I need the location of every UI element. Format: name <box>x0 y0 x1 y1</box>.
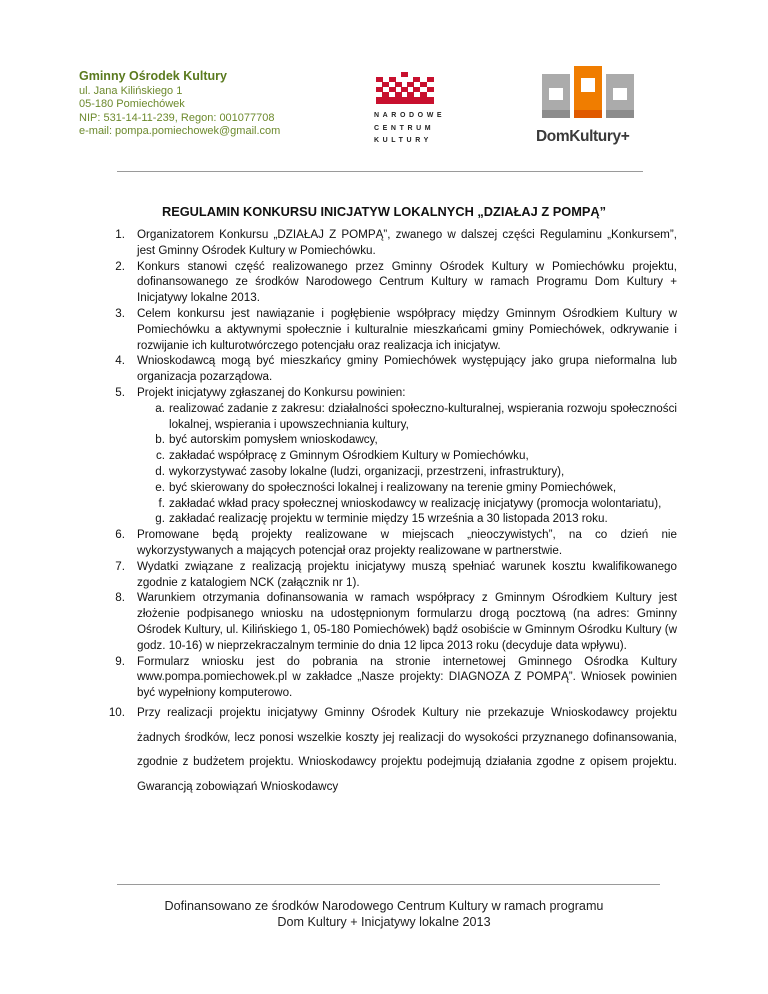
subitem-text: być skierowany do społeczności lokalnej i realizowany na terenie gminy Pomiechówek, <box>169 480 617 494</box>
footer-line-1: Dofinansowano ze środków Narodowego Centrum Kultury w ramach programu <box>164 899 604 913</box>
list-item <box>97 353 677 385</box>
subitem-letter: d. <box>155 464 165 478</box>
item-number: 4. <box>115 354 125 368</box>
org-address-street: ul. Jana Kilińskiego 1 <box>79 85 183 97</box>
regulations-list-continued <box>97 527 677 799</box>
org-tax-ids: NIP: 531-14-11-239, Regon: 001077708 <box>79 111 275 124</box>
sublist-item <box>97 464 677 480</box>
subitem-text: zakładać realizację projektu w terminie między 15 września a 30 listopada 2013 roku. <box>169 512 608 526</box>
organization-header <box>79 68 280 138</box>
item-number: 10. <box>108 705 125 719</box>
item-number: 2. <box>115 259 125 273</box>
item-text: Projekt inicjatywy zgłaszanej do Konkursu powinien: <box>137 385 406 399</box>
sublist-item <box>97 511 677 527</box>
list-item <box>97 385 677 401</box>
list-item <box>97 701 677 799</box>
subitem-letter: c. <box>155 449 165 463</box>
item-text: Wydatki związane z realizacją projektu inicjatywy muszą spełniać warunek kosztu kwalifikowanego zgodnie z katalogiem NCK (załącznik nr 1). <box>137 559 677 589</box>
sublist-item <box>97 432 677 448</box>
subitem-letter: g. <box>155 512 165 526</box>
dom-kultury-logo <box>536 66 640 146</box>
item-number: 6. <box>115 528 125 542</box>
header-divider <box>117 171 643 172</box>
subitem-text: zakładać wkład pracy społecznej wnioskodawcy w realizację inicjatywy (promocja wolontariatu), <box>169 496 662 510</box>
nck-line-1: NARODOWE <box>374 112 446 119</box>
subitem-letter: b. <box>155 433 165 447</box>
nck-logo-text <box>374 110 444 148</box>
item-number: 5. <box>115 385 125 399</box>
item-text: Celem konkursu jest nawiązanie i pogłębienie współpracy między Gminnym Ośrodkiem Kultury w Pomiechówku a aktywnymi społecznie i kulturalnie mieszkańcami gminy Pomiechówek, odkrywanie i rozwijanie ich kulturotwórczego potencjału oraz realizacja ich inicjatyw. <box>137 306 677 352</box>
requirements-sublist <box>97 401 677 527</box>
subitem-letter: f. <box>158 496 165 510</box>
item-number: 8. <box>115 591 125 605</box>
subitem-text: być autorskim pomysłem wnioskodawcy, <box>169 433 378 447</box>
footer-divider <box>117 884 660 885</box>
sublist-item <box>97 496 677 512</box>
item-text: Formularz wniosku jest do pobrania na stronie internetowej Gminnego Ośrodka Kultury www.pompa.pomiechowek.pl w zakładce „Nasze projekty: DIAGNOZA Z POMPĄ”. Wniosek powinien być wypełniony komputerowo. <box>137 654 677 700</box>
item-text: Promowane będą projekty realizowane w miejscach „nieoczywistych”, na co dzień nie wykorzystywanych a mających potencjał oraz projekty realizowane w partnerstwie. <box>137 528 677 557</box>
document-title: REGULAMIN KONKURSU INICJATYW LOKALNYCH „DZIAŁAJ Z POMPĄ” <box>161 204 607 219</box>
subitem-letter: a. <box>155 401 165 415</box>
list-item <box>97 559 677 591</box>
item-text: Konkurs stanowi część realizowanego przez Gminny Ośrodek Kultury w Pomiechówku projektu, dofinansowanego ze środków Narodowego Centrum Kultury w ramach Programu Dom Kultury + Inicjatywy lokalne 2013. <box>137 259 677 305</box>
list-item <box>97 590 677 653</box>
item-text: Organizatorem Konkursu „DZIAŁAJ Z POMPĄ”, zwanego w dalszej części Regulaminu „Konkursem”, jest Gminny Ośrodek Kultury w Pomiechówku. <box>137 228 677 257</box>
subitem-text: realizować zadanie z zakresu: działalności społeczno-kulturalnej, wspierania rozwoju społeczności lokalnej, wspierania i upowszechniania kultury, <box>169 401 677 431</box>
sublist-item <box>97 480 677 496</box>
subitem-text: zakładać współpracę z Gminnym Ośrodkiem Kultury w Pomiechówku, <box>169 449 529 463</box>
list-item <box>97 654 677 701</box>
org-address-city: 05-180 Pomiechówek <box>79 98 185 111</box>
list-item <box>97 259 677 306</box>
dom-kultury-house-icon <box>536 66 640 120</box>
regulations-body <box>97 227 677 799</box>
item-number: 7. <box>115 559 125 573</box>
list-item <box>97 227 677 259</box>
regulations-list <box>97 227 677 401</box>
item-number: 9. <box>115 654 125 668</box>
sublist-item <box>97 448 677 464</box>
nck-line-2: CENTRUM <box>374 124 435 132</box>
item-text: Wnioskodawcą mogą być mieszkańcy gminy Pomiechówek występujący jako grupa nieformalna lub organizacja pozarządowa. <box>137 354 677 384</box>
dom-kultury-logo-text: DomKultury+ <box>536 128 630 145</box>
item-text: Przy realizacji projektu inicjatywy Gminny Ośrodek Kultury nie przekazuje Wnioskodawcy projektu żadnych środków, lecz ponosi wszelkie koszty jej realizacji do wysokości przyznanego dofinansowania, zgodnie z budżetem projektu. Wnioskodawcy projektu podejmują działania zgodne z opisem projektu. Gwarancją zobowiązań Wnioskodawcy <box>137 705 677 793</box>
list-item <box>97 527 677 559</box>
list-item <box>97 306 677 353</box>
org-email: e-mail: pompa.pomiechowek@gmail.com <box>79 124 281 137</box>
nck-line-3: KULTURY <box>374 137 432 144</box>
item-text: Warunkiem otrzymania dofinansowania w ramach współpracy z Gminnym Ośrodkiem Kultury jest złożenie podpisanego wniosku na udostępnionym formularzu drogą pocztową (na adres: Gminny Ośrodek Kultury, ul. Kilińskiego 1, 05-180 Pomiechówek) bądź osobiście w Gminnym Ośrodku Kultury (w godz. 10-16) w nieprzekraczalnym terminie do dnia 12 lipca 2013 roku (decyduje data wpływu). <box>137 591 677 652</box>
subitem-text: wykorzystywać zasoby lokalne (ludzi, organizacji, przestrzeni, infrastruktury), <box>169 464 565 478</box>
org-name: Gminny Ośrodek Kultury <box>79 69 227 83</box>
subitem-letter: e. <box>155 480 165 494</box>
funding-footer <box>0 898 768 930</box>
footer-line-2: Dom Kultury + Inicjatywy lokalne 2013 <box>277 915 491 929</box>
item-number: 1. <box>115 228 125 241</box>
item-number: 3. <box>115 306 125 320</box>
nck-logo <box>374 72 444 148</box>
nck-crown-icon <box>376 72 434 104</box>
sublist-item <box>97 401 677 433</box>
